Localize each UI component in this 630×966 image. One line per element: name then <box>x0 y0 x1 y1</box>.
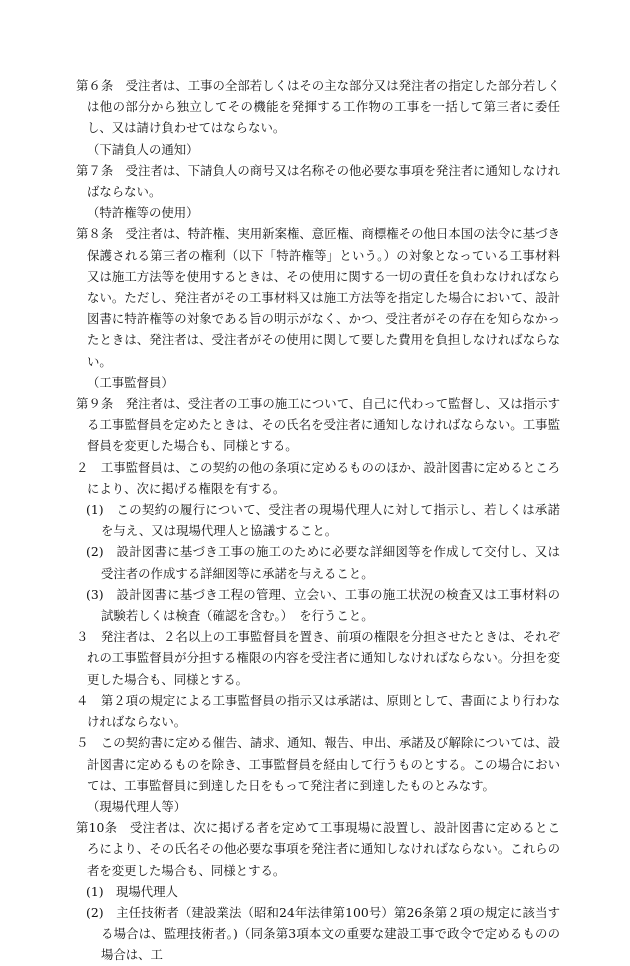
article-10-text: 受注者は、次に掲げる者を定めて工事現場に設置し、設計図書に定めるところにより、その氏名その他必要な事項を発注者に通知しなければならない。これらの者を変更した場合も、同様とする。 <box>87 820 560 878</box>
article-9-item-1: (1) この契約の履行について、受注者の現場代理人に対して指示し、若しくは承諾を与え、又は現場代理人と協議すること。 <box>86 502 560 539</box>
article-9 <box>76 393 560 457</box>
article-10 <box>76 817 560 881</box>
article-8-number: 第８条 <box>76 226 114 242</box>
article-7 <box>76 160 560 202</box>
contract-text <box>76 75 560 966</box>
article-9-caption: （工事監督員） <box>87 374 174 390</box>
article-9-paragraph-2: ２ 工事監督員は、この契約の他の条項に定めるもののほか、設計図書に定めるところにより、次に掲げる権限を有する。 <box>76 459 560 496</box>
article-8 <box>76 223 560 371</box>
article-6-number: 第６条 <box>76 78 114 93</box>
article-7-caption: （下請負人の通知） <box>87 141 199 157</box>
article-6 <box>76 75 560 139</box>
article-10-caption: （現場代理人等） <box>87 798 187 814</box>
article-9-paragraph-3: ３ 発注者は、２名以上の工事監督員を置き、前項の権限を分担させたときは、それぞれの工事監督員が分担する権限の内容を受注者に通知しなければならない。分担を変更した場合も、同様とする。 <box>76 629 560 687</box>
article-10-item-1: (1) 現場代理人 <box>86 883 178 899</box>
article-9-item-3: (3) 設計図書に基づき工程の管理、立会い、工事の施工状況の検査又は工事材料の試験若しくは検査（確認を含む。） を行うこと。 <box>86 586 560 624</box>
article-7-text: 受注者は、下請負人の商号又は名称その他必要な事項を発注者に通知しなければならない。 <box>87 162 561 200</box>
article-9-item-2: (2) 設計図書に基づき工事の施工のために必要な詳細図等を作成して交付し、又は受注者の作成する詳細図等に承諾を与えること。 <box>86 544 560 581</box>
article-9-paragraph-4: ４ 第２項の規定による工事監督員の指示又は承諾は、原則として、書面により行わなければならない。 <box>76 692 560 730</box>
article-8-caption: （特許権等の使用） <box>87 205 199 221</box>
article-9-paragraph-5: ５ この契約書に定める催告、請求、通知、報告、申出、承諾及び解除については、設計図書に定めるものを除き、工事監督員を経由して行うものとする。この場合においては、工事監督員に到達した日をもって発注者に到達したものとみなす。 <box>76 735 560 793</box>
article-9-text: 発注者は、受注者の工事の施工について、自己に代わって監督し、又は指示する工事監督員を定めたときは、その氏名を受注者に通知しなければならない。工事監督員を変更した場合も、同様とする。 <box>87 396 560 454</box>
article-10-number: 第10条 <box>76 820 118 836</box>
article-9-number: 第９条 <box>76 396 114 412</box>
article-8-text: 受注者は、特許権、実用新案権、意匠権、商標権その他日本国の法令に基づき保護される第三者の権利（以下「特許権等」という。）の対象となっている工事材料又は施工方法等を使用するときは、その使用に関する一切の責任を負わなければならない。ただし、発注者がその工事材料又は施工方法等を指定した場合において、設計図書に特許権等の対象である旨の明示がなく、かつ、受注者がその存在を知らなかったときは、発注者は、受注者がその使用に関して要した費用を負担しなければならない。 <box>87 226 561 369</box>
article-10-item-2: (2) 主任技術者（建設業法（昭和24年法律第100号）第26条第２項の規定に該当する場合は、監理技術者。)（同条第3項本文の重要な建設工事で政令で定めるものの場合は、工 <box>86 904 560 963</box>
article-6-text: 受注者は、工事の全部若しくはその主な部分又は発注者の指定した部分若しくは他の部分から独立してその機能を発揮する工作物の工事を一括して第三者に委任し、又は請け負わせてはならない。 <box>87 78 561 136</box>
article-7-number: 第７条 <box>76 162 114 178</box>
